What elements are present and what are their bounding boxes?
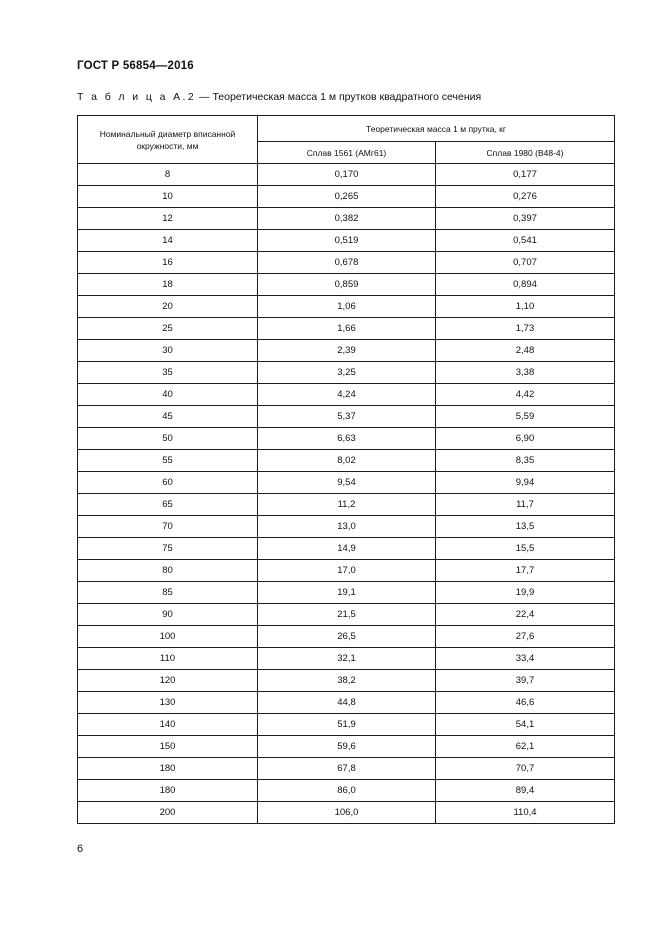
cell-mass-1561: 4,24 — [258, 384, 436, 406]
cell-mass-1980: 27,6 — [436, 626, 615, 648]
cell-diameter: 60 — [78, 472, 258, 494]
table-row — [78, 472, 615, 494]
cell-mass-1980: 0,177 — [436, 164, 615, 186]
table-row — [78, 802, 615, 824]
cell-mass-1561: 38,2 — [258, 670, 436, 692]
table-row — [78, 494, 615, 516]
cell-diameter: 85 — [78, 582, 258, 604]
table-row — [78, 758, 615, 780]
table-row — [78, 164, 615, 186]
cell-mass-1980: 0,276 — [436, 186, 615, 208]
cell-diameter: 30 — [78, 340, 258, 362]
cell-diameter: 16 — [78, 252, 258, 274]
table-row — [78, 582, 615, 604]
table-row — [78, 714, 615, 736]
cell-diameter: 35 — [78, 362, 258, 384]
cell-diameter: 55 — [78, 450, 258, 472]
table-row — [78, 648, 615, 670]
table-row — [78, 538, 615, 560]
table-row — [78, 604, 615, 626]
table-row — [78, 406, 615, 428]
cell-mass-1980: 1,73 — [436, 318, 615, 340]
cell-diameter: 10 — [78, 186, 258, 208]
cell-diameter: 110 — [78, 648, 258, 670]
cell-diameter: 75 — [78, 538, 258, 560]
cell-mass-1980: 1,10 — [436, 296, 615, 318]
cell-diameter: 65 — [78, 494, 258, 516]
cell-mass-1980: 62,1 — [436, 736, 615, 758]
cell-mass-1561: 26,5 — [258, 626, 436, 648]
document-header: ГОСТ Р 56854—2016 — [77, 60, 194, 72]
cell-mass-1561: 21,5 — [258, 604, 436, 626]
table-row — [78, 450, 615, 472]
cell-diameter: 18 — [78, 274, 258, 296]
cell-mass-1980: 17,7 — [436, 560, 615, 582]
header-alloy-1561: Сплав 1561 (АМг61) — [258, 142, 436, 164]
cell-diameter: 20 — [78, 296, 258, 318]
cell-mass-1561: 1,66 — [258, 318, 436, 340]
cell-diameter: 130 — [78, 692, 258, 714]
cell-mass-1980: 54,1 — [436, 714, 615, 736]
cell-mass-1980: 22,4 — [436, 604, 615, 626]
cell-mass-1561: 14,9 — [258, 538, 436, 560]
cell-mass-1561: 44,8 — [258, 692, 436, 714]
cell-diameter: 14 — [78, 230, 258, 252]
cell-mass-1980: 0,894 — [436, 274, 615, 296]
cell-mass-1561: 51,9 — [258, 714, 436, 736]
cell-diameter: 140 — [78, 714, 258, 736]
cell-mass-1980: 9,94 — [436, 472, 615, 494]
cell-diameter: 70 — [78, 516, 258, 538]
cell-diameter: 150 — [78, 736, 258, 758]
table-caption — [77, 91, 481, 103]
cell-mass-1561: 3,25 — [258, 362, 436, 384]
cell-mass-1980: 0,707 — [436, 252, 615, 274]
cell-mass-1980: 0,397 — [436, 208, 615, 230]
cell-mass-1980: 46,6 — [436, 692, 615, 714]
table-row — [78, 252, 615, 274]
cell-diameter: 40 — [78, 384, 258, 406]
cell-diameter: 200 — [78, 802, 258, 824]
table-row — [78, 516, 615, 538]
cell-diameter: 50 — [78, 428, 258, 450]
table-body — [78, 164, 615, 824]
cell-mass-1980: 2,48 — [436, 340, 615, 362]
cell-mass-1980: 13,5 — [436, 516, 615, 538]
page-number: 6 — [77, 843, 84, 855]
cell-mass-1980: 4,42 — [436, 384, 615, 406]
cell-diameter: 90 — [78, 604, 258, 626]
cell-mass-1980: 19,9 — [436, 582, 615, 604]
cell-mass-1561: 8,02 — [258, 450, 436, 472]
cell-mass-1561: 67,8 — [258, 758, 436, 780]
table-row — [78, 692, 615, 714]
table-row — [78, 230, 615, 252]
cell-mass-1980: 0,541 — [436, 230, 615, 252]
table-row — [78, 208, 615, 230]
table-caption-title: Теоретическая масса 1 м прутков квадратного сечения — [212, 91, 482, 103]
cell-diameter: 180 — [78, 758, 258, 780]
cell-mass-1980: 5,59 — [436, 406, 615, 428]
cell-diameter: 100 — [78, 626, 258, 648]
cell-mass-1561: 13,0 — [258, 516, 436, 538]
cell-mass-1980: 39,7 — [436, 670, 615, 692]
cell-mass-1561: 86,0 — [258, 780, 436, 802]
cell-mass-1561: 0,859 — [258, 274, 436, 296]
table-row — [78, 670, 615, 692]
cell-diameter: 45 — [78, 406, 258, 428]
table-row — [78, 274, 615, 296]
cell-diameter: 25 — [78, 318, 258, 340]
cell-mass-1561: 32,1 — [258, 648, 436, 670]
cell-mass-1980: 33,4 — [436, 648, 615, 670]
cell-diameter: 80 — [78, 560, 258, 582]
cell-mass-1561: 5,37 — [258, 406, 436, 428]
cell-mass-1561: 59,6 — [258, 736, 436, 758]
cell-mass-1561: 17,0 — [258, 560, 436, 582]
cell-mass-1561: 11,2 — [258, 494, 436, 516]
cell-mass-1561: 106,0 — [258, 802, 436, 824]
cell-diameter: 120 — [78, 670, 258, 692]
table-row — [78, 736, 615, 758]
table-row — [78, 362, 615, 384]
cell-mass-1561: 0,678 — [258, 252, 436, 274]
cell-mass-1980: 3,38 — [436, 362, 615, 384]
cell-mass-1561: 0,382 — [258, 208, 436, 230]
cell-mass-1980: 11,7 — [436, 494, 615, 516]
table-row — [78, 318, 615, 340]
table-caption-dash: — — [196, 91, 213, 103]
cell-mass-1561: 1,06 — [258, 296, 436, 318]
cell-mass-1561: 0,519 — [258, 230, 436, 252]
header-diameter: Номинальный диаметр вписанной окружности, мм — [78, 116, 258, 164]
table-row — [78, 560, 615, 582]
mass-table — [77, 115, 615, 824]
cell-mass-1561: 0,170 — [258, 164, 436, 186]
cell-diameter: 180 — [78, 780, 258, 802]
cell-diameter: 12 — [78, 208, 258, 230]
cell-mass-1980: 6,90 — [436, 428, 615, 450]
cell-mass-1980: 110,4 — [436, 802, 615, 824]
cell-mass-1561: 6,63 — [258, 428, 436, 450]
cell-diameter: 8 — [78, 164, 258, 186]
table-row — [78, 296, 615, 318]
cell-mass-1980: 70,7 — [436, 758, 615, 780]
table-row — [78, 186, 615, 208]
table-row — [78, 780, 615, 802]
table-row — [78, 428, 615, 450]
table-row — [78, 626, 615, 648]
cell-mass-1561: 19,1 — [258, 582, 436, 604]
cell-mass-1561: 2,39 — [258, 340, 436, 362]
cell-mass-1980: 15,5 — [436, 538, 615, 560]
table-row — [78, 340, 615, 362]
cell-mass-1561: 9,54 — [258, 472, 436, 494]
cell-mass-1980: 8,35 — [436, 450, 615, 472]
cell-mass-1980: 89,4 — [436, 780, 615, 802]
header-mass-group: Теоретическая масса 1 м прутка, кг — [258, 116, 615, 142]
table-row — [78, 384, 615, 406]
cell-mass-1561: 0,265 — [258, 186, 436, 208]
header-alloy-1980: Сплав 1980 (В48-4) — [436, 142, 615, 164]
table-caption-label: Т а б л и ц а А.2 — [77, 91, 197, 103]
